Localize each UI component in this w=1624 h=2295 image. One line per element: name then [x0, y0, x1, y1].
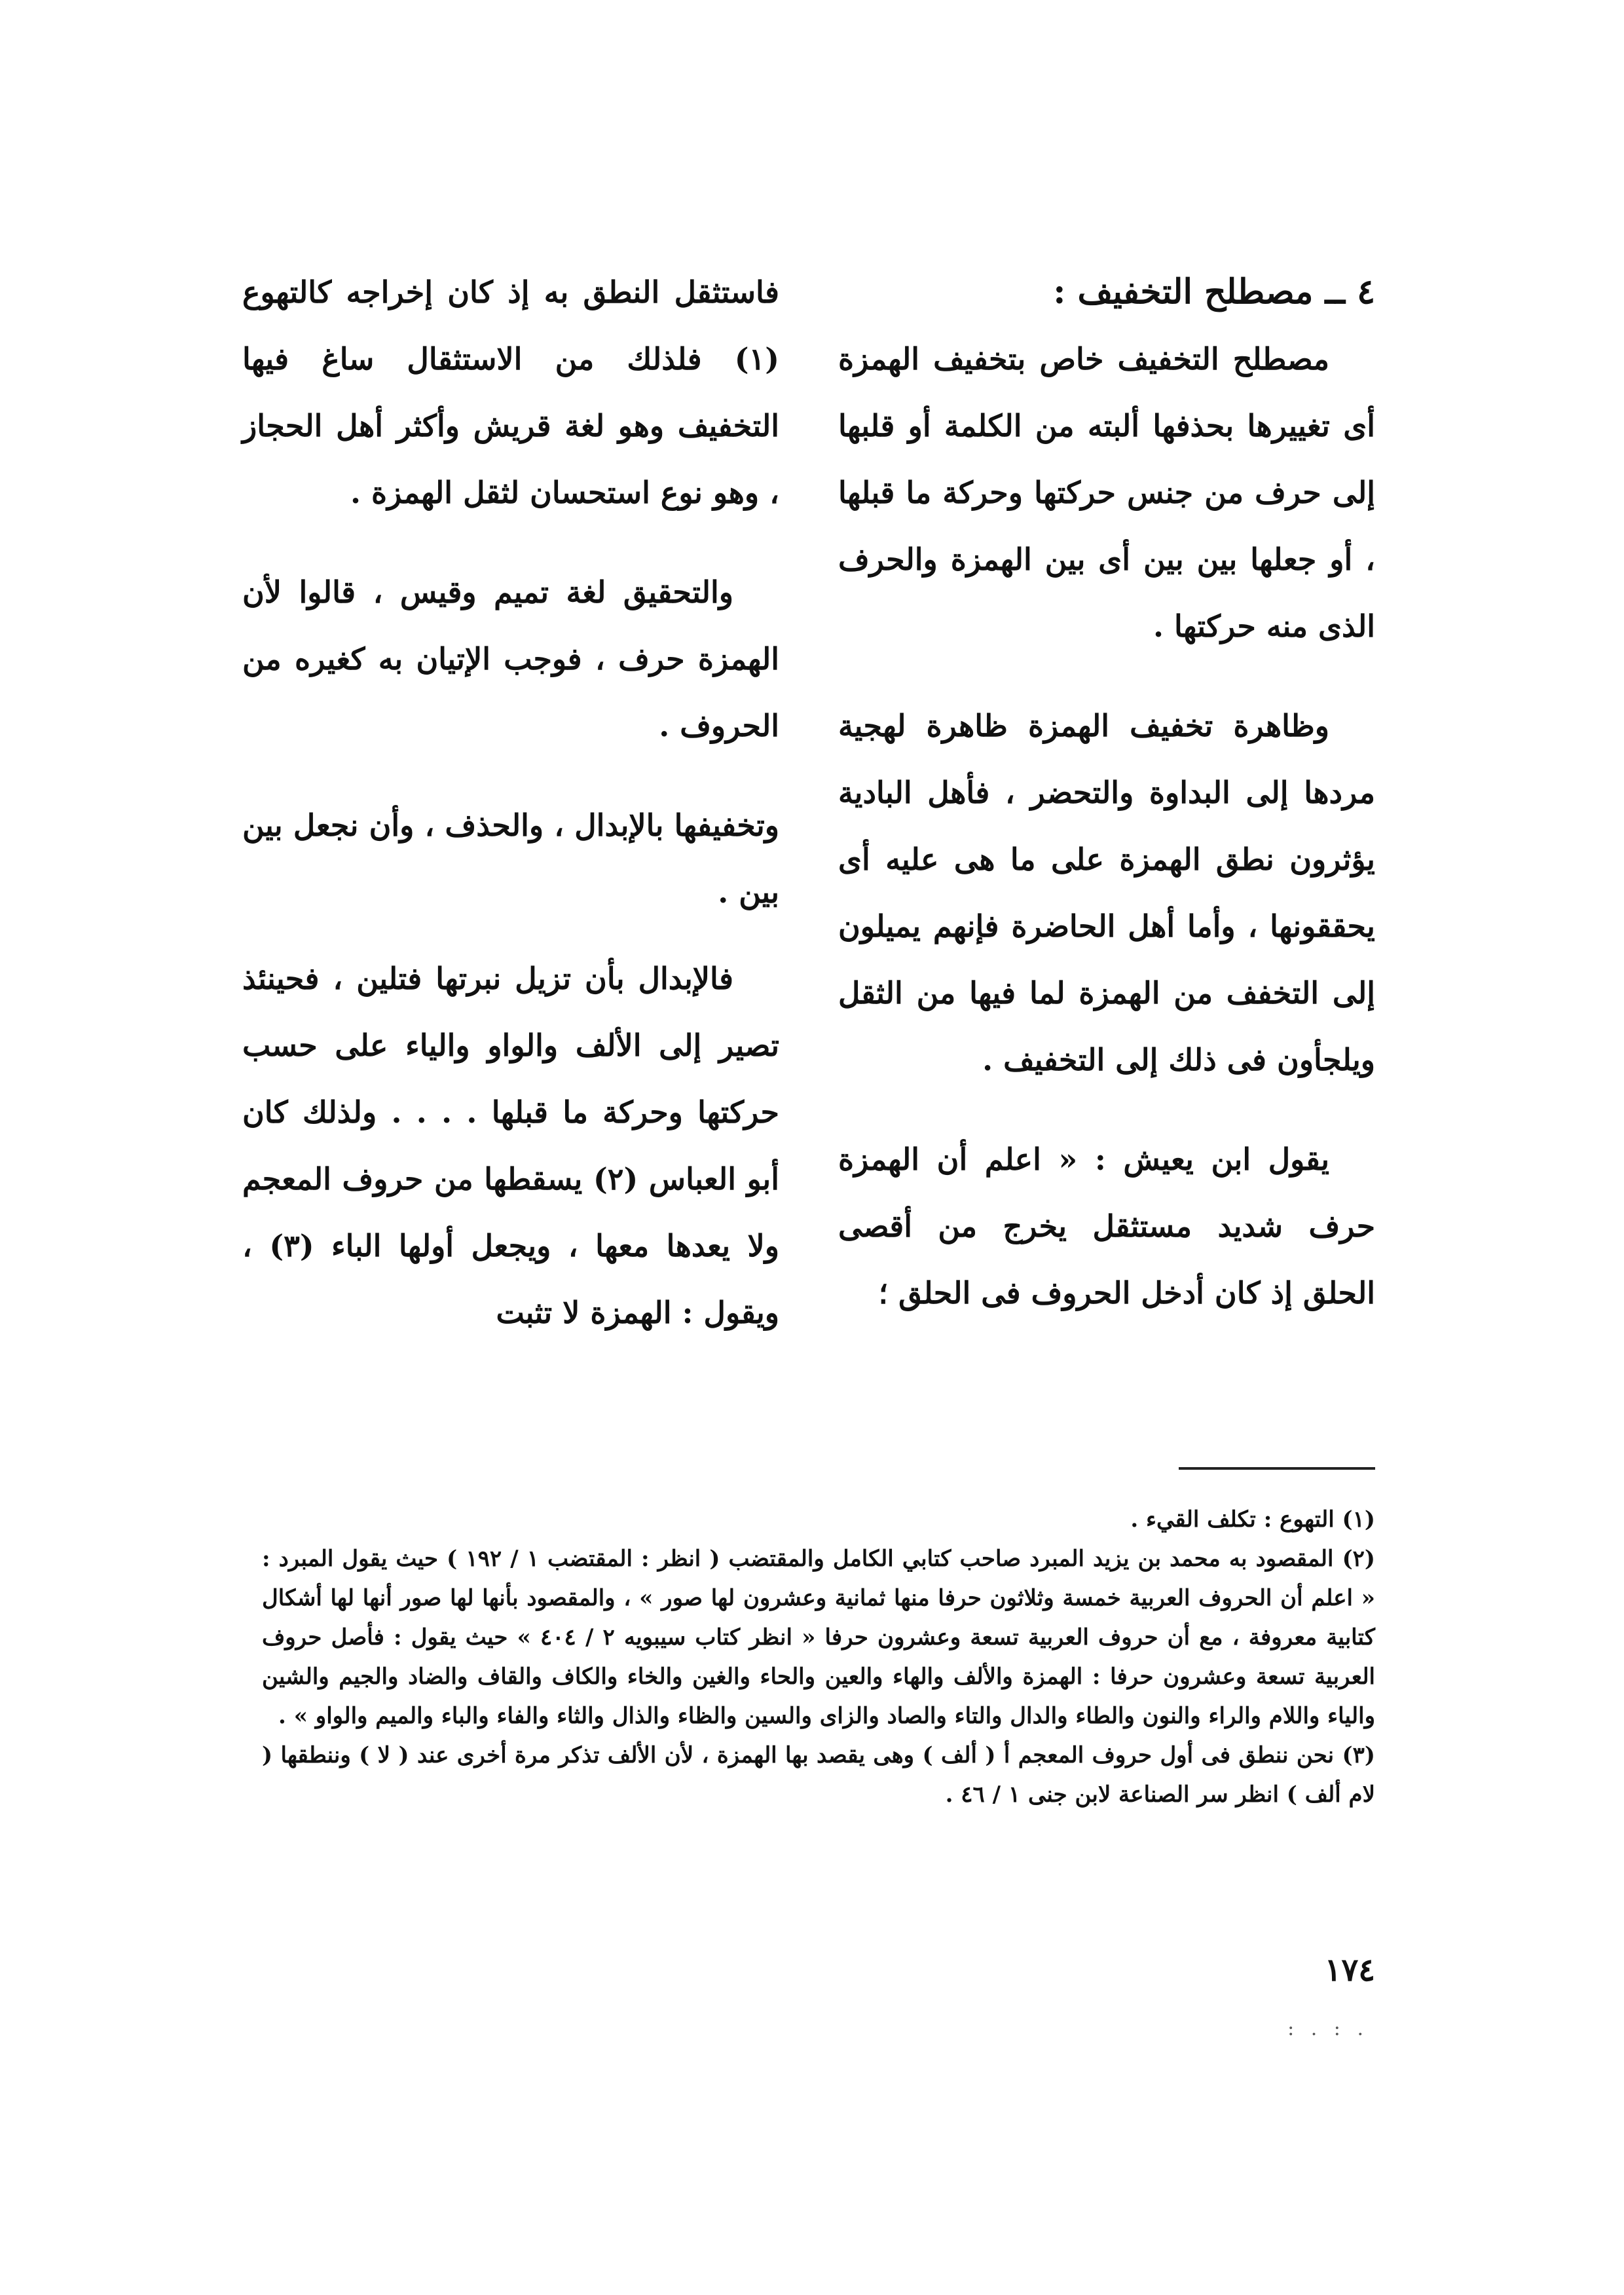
paragraph: فالإبدال بأن تزيل نبرتها فتلين ، فحينئذ تصير إلى الألف والواو والياء على حسب حركتها وحركة ما قبلها . . . . ولذلك كان أبو العباس (٢) يسقطها من حروف المعجم ولا يعدها معها ، ويجعل أولها الباء (٣) ، ويقول : الهمزة لا تثبت [242, 961, 779, 1330]
paragraph: فاستثقل النطق به إذ كان إخراجه كالتهوع (١) فلذلك من الاستثقال ساغ فيها التخفيف وهو لغة قريش وأكثر أهل الحجاز ، وهو نوع استحسان لثقل الهمزة . [242, 274, 779, 510]
left-column [242, 259, 779, 1379]
footnote: (١) التهوع : تكلف القيء . [1130, 1506, 1375, 1533]
footnote: (٣) نحن ننطق فى أول حروف المعجم أ ( ألف ) وهى يقصد بها الهمزة ، لأن الألف تذكر مرة أخرى عند ( لا ) وننطقها ( لام ألف ) انظر سر الصناعة لابن جنى ١ / ٤٦ . [262, 1742, 1375, 1808]
footnotes [262, 1500, 1375, 1814]
right-column [838, 259, 1375, 1359]
scan-marks: . : . : [1287, 2017, 1369, 2040]
paragraph: يقول ابن يعيش : « اعلم أن الهمزة حرف شديد مستثقل يخرج من أقصى الحلق إذ كان أدخل الحروف فى الحلق ؛ [838, 1142, 1375, 1311]
paragraph: وظاهرة تخفيف الهمزة ظاهرة لهجية مردها إلى البداوة والتحضر ، فأهل البادية يؤثرون نطق الهمزة على ما هى عليه أى يحققونها ، وأما أهل الحاضرة فإنهم يميلون إلى التخفف من الهمزة لما فيها من الثقل ويلجأون فى ذلك إلى التخفيف . [838, 708, 1375, 1077]
page-number: ١٧٤ [1324, 1952, 1375, 1988]
footnote-separator [1179, 1467, 1375, 1470]
section-heading: ٤ ــ مصطلح التخفيف : [1053, 272, 1375, 312]
footnote: (٢) المقصود به محمد بن يزيد المبرد صاحب كتابي الكامل والمقتضب ( انظر : المقتضب ١ / ١٩٢ ) حيث يقول المبرد : « اعلم أن الحروف العربية خمسة وثلاثون حرفا منها ثمانية وعشرون لها صور » ، والمقصود بأنها لها صور أنها لها أشكال كتابية معروفة ، مع أن حروف العربية تسعة وعشرون حرفا « انظر كتاب سيبويه ٢ / ٤٠٤ » حيث يقول : فأصل حروف العربية تسعة وعشرون حرفا : الهمزة والألف والهاء والعين والحاء والغين والخاء والكاف والقاف والضاد والجيم والشين والياء واللام والراء والنون والطاء والدال والتاء والصاد والزاى والسين والظاء والذال والثاء والفاء والباء والميم والواو » . [262, 1546, 1376, 1729]
paragraph: مصطلح التخفيف خاص بتخفيف الهمزة أى تغييرها بحذفها ألبته من الكلمة أو قلبها إلى حرف من جنس حركتها وحركة ما قبلها ، أو جعلها بين بين أى بين الهمزة والحرف الذى منه حركتها . [838, 341, 1375, 644]
paragraph: وتخفيفها بالإبدال ، والحذف ، وأن نجعل بين بين . [242, 808, 779, 910]
paragraph: والتحقيق لغة تميم وقيس ، قالوا لأن الهمزة حرف ، فوجب الإتيان به كغيره من الحروف . [242, 574, 779, 743]
